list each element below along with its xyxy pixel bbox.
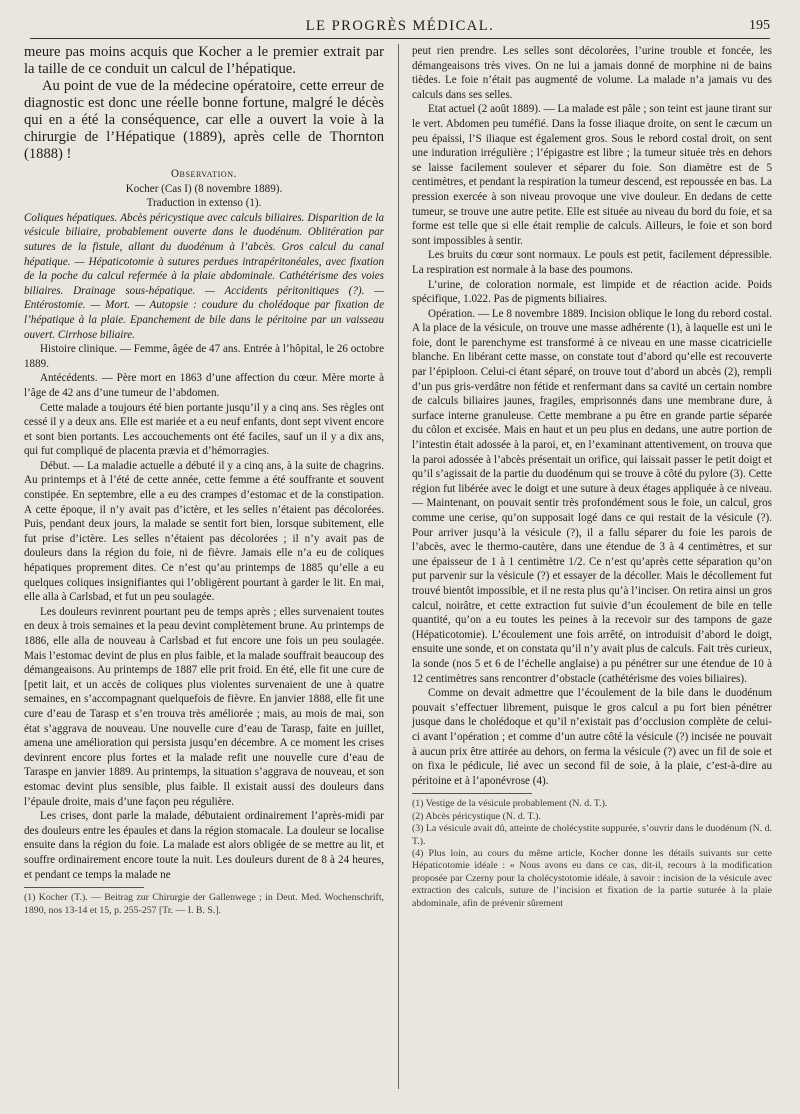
paragraph: Comme on devait admettre que l’écoulement de la bile dans le duodénum pouvait s’effectuer librement, puisque le gros calcul a pu fort bien pénétrer jusque dans le cholédoque et qu’il n’existait pas d’occlusion complète de celui-ci avant l’opération ; et comme d’un autre côté la vésicule (?) incisée ne pouvait à aucun prix être attirée au dehors, on ferma la vésicule (?) avec un fil de soie et on fixa le pédicule, lié avec un second fil de soie, à la plaie, c’est-à-dire au péritoine et à l’aponévrose (4). [412, 687, 772, 787]
case-summary: Coliques hépatiques. Abcès péricystique avec calculs biliaires. Disparition de la vésicule biliaire, probablement ouverte dans le duodénum. Oblitération par sutures de la fistule, allant du duodénum à l’abcès. Gros calcul du canal hépatique. — Hépaticotomie à sutures perdues intrapéritonéales, avec fixation de la poche du calcul refermée à la plaie abdominale. Cathétérisme des voies biliaires. Drainage sous-hépatique. — Accidents péritonitiques (?). — Entérostomie. — Mort. — Autopsie : coudure du cholédoque par fixation de l’hépatique à la plaie. Epanchement de bile dans le péritoine par un vaisseau ouvert. Cirrhose biliaire. [24, 211, 384, 341]
paragraph: Les crises, dont parle la malade, débutaient ordinairement l’après-midi par des douleurs entre les épaules et dans la région stomacale. La douleur se localise ensuite dans la région du foie. La malade est alors obligée de se mettre au lit, et souffre ordinairement encore toute la nuit. Les douleurs durent de 8 à 24 heures, et pendant ce temps la malade ne [24, 810, 384, 881]
footnote: (1) Kocher (T.). — Beitrag zur Chirurgie der Gallenwege ; in Deut. Med. Wochenschrift, 1890, nos 13-14 et 15, p. 255-257 [Tr. — I. B. S.]. [24, 892, 384, 916]
paragraph: Au point de vue de la médecine opératoire, cette erreur de diagnostic est donc une réelle bonne fortune, malgré le décès qui en a été la conséquence, car elle a ouvert la voie à la chirurgie de l’Hépatique (1889), après celle de Thornton (1888) ! [24, 78, 384, 162]
section-heading: Observation. [170, 168, 238, 180]
footnote: (4) Plus loin, au cours du même article, Kocher donne les détails suivants sur cette Hépaticotomie idéale : « Nous avons eu dans ce cas, dit-il, recours à la modification proposée par Czerny pour la cholécystotomie idéale, à savoir : incision de la vésicule avec extraction des calculs, suture de l’incision et fixation de la partie suturée à la plaie abdominale, afin de prévenir sûrement [412, 847, 772, 909]
case-title: Kocher (Cas I) (8 novembre 1889). [125, 182, 283, 195]
paragraph: peut rien prendre. Les selles sont décolorées, l’urine trouble et foncée, les démangeaisons très vives. On ne lui a jamais donné de morphine ni de bains tièdes. Le foie n’était pas augmenté de volume. La malade n’a jamais vu des calculs dans ses selles. [412, 45, 772, 101]
left-column [24, 44, 384, 917]
journal-title: LE PROGRÈS MÉDICAL. [305, 18, 495, 34]
footnote-rule [412, 793, 532, 794]
footnote-rule [24, 887, 144, 888]
running-header [30, 12, 770, 39]
footnote: (2) Abcès péricystique (N. d. T.). [412, 810, 541, 822]
paragraph: Histoire clinique. — Femme, âgée de 47 ans. Entrée à l’hôpital, le 26 octobre 1889. [24, 343, 384, 370]
paragraph: Les bruits du cœur sont normaux. Le pouls est petit, facilement dépressible. La respiration est normale à la base des poumons. [412, 249, 772, 276]
footnote: (1) Vestige de la vésicule probablement (N. d. T.). [412, 798, 608, 810]
column-divider [398, 44, 399, 1089]
paragraph: Les douleurs revinrent pourtant peu de temps après ; elles survenaient toutes en deux à trois semaines et la peau devint complètement brune. Au printemps de 1886, elle alla de nouveau à Carlsbad et fut encore une fois un peu soulagée. Mais l’estomac devint de plus en plus faible, et la malade souffrait beaucoup des démangeaisons. Au printemps de 1887 elle prit froid. En été, elle fit une cure de [petit lait, et un accès de coliques plus violentes survenaient de une à quatre semaines, en s’accompagnant quelquefois de fièvre. En janvier 1888, elle fit une cure d’eau de Tarasp et s’en trouva très améliorée ; mais, au mois de mai, son état s’aggrava de nouveau. Une nouvelle cure d’eau de Tarasp, faite en juillet, amena une amélioration qui persista jusqu’en décembre. A ce moment les crises devinrent encore plus fortes et la malade refit une nouvelle cure d’eau de Taraspe en janvier 1889. Au printemps, la situation s’aggrava de nouveau, et son estomac devint plus sensible, plus faible. Il existait aussi des douleurs dans l’épaule droite, mais d’une façon peu régulière. [24, 605, 384, 808]
paragraph: Cette malade a toujours été bien portante jusqu’il y a cinq ans. Ses règles ont cessé il y a deux ans. Elle est mariée et a eu neuf enfants, dont sept vivent encore et sont bien portants. Les accouchements ont été faciles, sauf un il y a dix ans, qui fut compliqué de placenta prævia et d’hémorragies. [24, 401, 384, 458]
page-number: 195 [749, 18, 770, 33]
paragraph: meure pas moins acquis que Kocher a le premier extrait par la taille de ce conduit un calcul de l’hépatique. [24, 44, 384, 77]
right-column [412, 44, 772, 910]
paragraph: Antécédents. — Père mort en 1863 d’une affection du cœur. Mère morte à l’âge de 42 ans d’une tumeur de l’abdomen. [24, 372, 384, 399]
paragraph: Opération. — Le 8 novembre 1889. Incision oblique le long du rebord costal. A la place de la vésicule, on trouve une masse adhérente (1), à laquelle est uni le foie, dont le parenchyme est transformé à ce niveau en une masse cicatricielle blanche. En libérant cette masse, on constate tout d’abord qu’elle est recouverte par l’épiploon. Celui-ci étant séparé, on trouve tout d’abord un abcès (2), rempli d’un pus gris-verdâtre non fétide et renfermant dans sa cavité un certain nombre de calculs biliaires jaunes, fragiles, emprisonnés dans une membrane dure, à surface interne granuleuse. Cette membrane a pu être en grande partie séparée du côlon et excisée. Mais en haut et un peu plus en dedans, une autre portion de l’intestin était adossée à la paroi, et, en l’examinant attentivement, on trouva que la paroi adossée à l’abcès présentait un orifice, qui laissait passer le petit doigt et qu’il s’agissait de la partie du duodénum qui se trouve à côté du pylore (3). Cette région fut libérée avec le doigt et une suture à deux étages appliquée à ce niveau. — Maintenant, on pouvait sentir très profondément sous le foie, un calcul, gros comme une cerise, qu’on supposait logé dans ce qui restait de la vésicule (?). Pour arriver jusqu’à la vésicule (?), il a fallu séparer du foie les parois de l’abcès, avec le thermo-cautère, dans une étendue de 3 à 4 centimètres, et sur une épaisseur de 1 à 1 centimètre 1/2. Ce n’est qu’après cette séparation qu’on put parvenir sur la vésicule (?) et essayer de la décoller. Mais le décollement fut trouvé bientôt impossible, et il ne resta plus qu’à l’inciser. On retira ainsi un gros calcul, noirâtre, et cette extraction fut suivie d’un écoulement de bile en telle quantité, qu’on a eu toutes les peines à la recevoir sur des tampons de gaze (Hépaticotomie). L’écoulement une fois arrêté, on introduisit d’abord le doigt, ensuite une sonde, et on constata qu’il n’y avait plus de calculs. Fait très curieux, la sonde (nos 5 et 6 de l’échelle anglaise) a pu pénétrer sur une étendue de 10 à 12 centimètres sans rencontrer d’obstacle (cathétérisme des voies biliaires). [412, 307, 772, 685]
translation-note: Traduction in extenso (1). [146, 197, 262, 210]
paragraph: L’urine, de coloration normale, est limpide et de réaction acide. Poids spécifique, 1.022. Pas de pigments biliaires. [412, 278, 772, 306]
paragraph: Etat actuel (2 août 1889). — La malade est pâle ; son teint est jaune tirant sur le vert. Abdomen peu tuméfié. Dans la fosse iliaque droite, on sent le cæcum un peu épaissi, l’S iliaque est également gros. Sous le rebord costal droit, on sent une induration irrégulière ; l’épigastre est libre ; la tumeur située très en dehors se laisse facilement soulever et séparer du foie. Son diamètre est de 5 centimètres, et pendant la respiration la tumeur descend, est repoussée en bas. La pression exercée à son niveau provoque une vive douleur. En dedans de cette tumeur, se trouve une autre petite. Elle est située au niveau du bord du foie, et sa forme est telle que si elle était remplie de calculs. Ailleurs, le foie et son bord sont impossibles à sentir. [412, 103, 772, 247]
footnote: (3) La vésicule avait dû, atteinte de cholécystite suppurée, s’ouvrir dans le duodénum (N. d. T.). [412, 823, 772, 847]
paragraph: Début. — La maladie actuelle a débuté il y a cinq ans, à la suite de chagrins. Au printemps et à l’été de cette année, cette femme a été souffrante et souvent constipée. En septembre, elle a eu des crampes d’estomac et de la constipation. A cette époque, il n’y avait pas d’ictère, et les selles n’étaient pas décolorées. Puis, pendant deux jours, la malade se sentit fort bien, lorsque subitement, elle fut prise d’ictère. Les selles n’étaient pas décolorées ; il n’y avait pas de douleurs dans la région du foie, ni de fièvre. Jamais elle n’a eu de coliques hépatiques proprement dites. Ce n’est qu’au printemps de 1885 qu’elle a eu quelques coliques insignifiantes qui l’obligèrent pourtant à garder le lit. En mai, elle alla à Carlsbad, et fut un peu soulagée. [24, 459, 384, 604]
